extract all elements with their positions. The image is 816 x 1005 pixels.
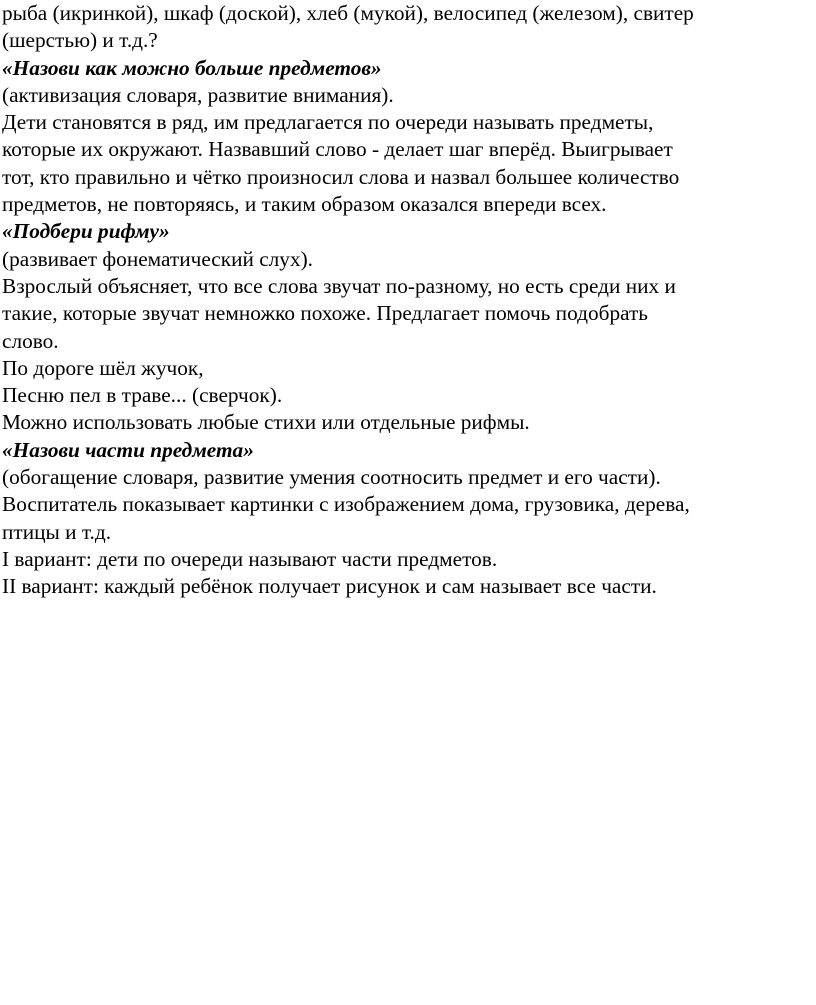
text-line: (развивает фонематический слух). bbox=[2, 246, 314, 271]
text-line: (обогащение словаря, развитие умения соотносить предмет и его части). bbox=[2, 465, 661, 490]
text-line: тот, кто правильно и чётко произносил слова и назвал большее количество bbox=[2, 164, 680, 189]
text-line: Взрослый объясняет, что все слова звучат по-разному, но есть среди них и bbox=[2, 273, 676, 298]
poem-line: По дороге шёл жучок, bbox=[2, 355, 204, 380]
document-page bbox=[2, 0, 814, 601]
game-title-name-parts: «Назови части предмета» bbox=[2, 437, 254, 462]
text-line: (шерстью) и т.д.? bbox=[2, 28, 158, 53]
game-title-find-rhyme: «Подбери рифму» bbox=[2, 219, 170, 244]
text-line: такие, которые звучат немножко похоже. Предлагает помочь подобрать bbox=[2, 301, 649, 326]
poem-line: Песню пел в траве... (сверчок). bbox=[2, 383, 283, 408]
text-line: рыба (икринкой), шкаф (доской), хлеб (мукой), велосипед (железом), свитер bbox=[2, 1, 694, 25]
text-line: предметов, не повторяясь, и таким образом оказался впереди всех. bbox=[2, 192, 607, 217]
text-line: которые их окружают. Назвавший слово - делает шаг вперёд. Выигрывает bbox=[2, 137, 673, 162]
text-line: слово. bbox=[2, 328, 59, 353]
text-line: Дети становятся в ряд, им предлагается по очереди называть предметы, bbox=[2, 110, 654, 135]
game-title-name-objects: «Назови как можно больше предметов» bbox=[2, 55, 382, 80]
text-line: (активизация словаря, развитие внимания). bbox=[2, 82, 394, 107]
text-line: Воспитатель показывает картинки с изображением дома, грузовика, дерева, bbox=[2, 492, 690, 517]
text-line: Можно использовать любые стихи или отдельные рифмы. bbox=[2, 410, 530, 435]
variant-line: I вариант: дети по очереди называют части предметов. bbox=[2, 546, 498, 571]
text-line: птицы и т.д. bbox=[2, 519, 112, 544]
variant-line: II вариант: каждый ребёнок получает рисунок и сам называет все части. bbox=[2, 574, 657, 599]
